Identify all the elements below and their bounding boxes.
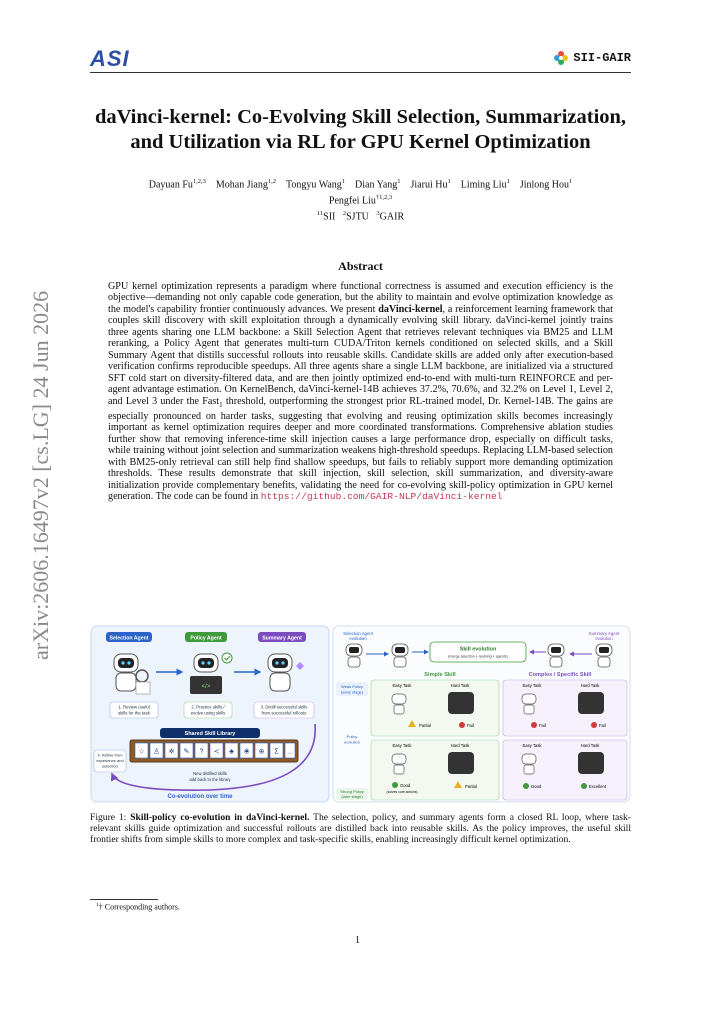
step-2-line-1: 2. Practice skills / <box>191 704 225 710</box>
library-label: Shared Skill Library <box>184 731 236 737</box>
paper-title <box>60 105 661 155</box>
affiliation-list <box>70 210 651 222</box>
svg-text:♙: ♙ <box>153 748 160 756</box>
fast-subscript: 1 <box>219 400 223 409</box>
step-2-line-2: evolve using skills <box>190 710 226 716</box>
policy-evo-line-2: evolution <box>343 739 361 745</box>
outcome-fail-2 <box>531 722 546 728</box>
author-affil-mark: 1 <box>341 178 346 185</box>
easy-task-2: Easy Task <box>522 683 542 688</box>
policy-agent-label: Policy Agent <box>190 635 222 642</box>
figure-caption <box>90 812 631 846</box>
author-name: Pengfei Liu <box>328 195 376 207</box>
affil-name: SJTU <box>346 211 369 223</box>
author-affil-mark: 1 <box>447 178 451 185</box>
svg-text:(solves core actions): (solves core actions) <box>386 790 418 794</box>
author-affil-mark: †1,2,3 <box>375 194 393 202</box>
svg-text:Excellent: Excellent <box>589 784 606 789</box>
svg-text:♣: ♣ <box>229 748 234 756</box>
coevo-label: Co-evolution over time <box>167 794 233 800</box>
title-line-1: daVinci-kernel: Co-Evolving Skill Selection, Summarization, <box>94 106 627 128</box>
svg-text:Fail: Fail <box>539 723 546 728</box>
svg-text:Fail: Fail <box>467 723 474 728</box>
flower-logo-icon <box>553 50 569 66</box>
svg-text:✲: ✲ <box>168 748 175 756</box>
affil-name: GAIR <box>379 211 405 223</box>
svg-text:⊕: ⊕ <box>258 748 265 756</box>
sel-evo-line-2: evolution <box>349 636 367 641</box>
weak-line-2: (early stage) <box>340 689 364 695</box>
hard-task-1: Hard Task <box>450 683 470 688</box>
svg-text:…: … <box>287 749 293 756</box>
easy-task-4: Easy Task <box>522 743 542 748</box>
abstract-text-3: threshold, outperforming the strongest prior RL-trained model, Dr. Kernel-14B. The gains are especially pronounced on harder tasks, suggesting that evolving and reusing optimization skills becomes increasingly important as kernel optimization requires deeper and more coordinated transformations. Comprehensive ablation studies further show that removing inference-time skill injection causes a large performance drop, especially on difficult tasks, while training without joint selection and summarization weakens high-threshold speedups. Replacing LLM-based selection with BM25-only retrieval can still help find shallow speedups, but fails to reliably support more demanding optimization thresholds. These results demonstrate that skill injection, skill selection, skill summarization, and diversity-aware initialization provide complementary benefits, validating the need for co-evolving skill-policy optimization in GPU kernel generation. The code can be found in <box>108 395 614 503</box>
step-1-line-1: 1. Review useful <box>118 704 150 710</box>
easy-task-1: Easy Task <box>392 683 412 688</box>
abstract-heading: Abstract <box>338 259 383 273</box>
weak-line-1: Weak Policy <box>341 684 363 689</box>
affil-mark: 2 <box>342 210 347 217</box>
author-name: Mohan Jiang <box>215 179 268 191</box>
svg-text:Good: Good <box>531 784 542 789</box>
abstract-body <box>108 281 613 503</box>
strong-line-1: Strong Policy <box>340 789 364 794</box>
step-4-line-2: experience and <box>96 758 124 763</box>
author-list <box>70 175 651 208</box>
header-rule <box>90 72 631 73</box>
svg-text:✎: ✎ <box>183 748 190 756</box>
svg-text:Fail: Fail <box>599 723 606 728</box>
new-skills-line-1: New distilled skills <box>193 771 227 776</box>
outcome-fail-1 <box>459 722 474 728</box>
footnote-text: † Corresponding authors. <box>98 902 180 912</box>
footnote-mark: 1 <box>96 902 99 908</box>
svg-text:≺: ≺ <box>213 748 220 756</box>
svg-text:</>: </> <box>201 684 211 690</box>
step-4-line-3: selection <box>102 763 118 769</box>
author-affil-mark: 1,2,3 <box>192 178 206 185</box>
svg-text:☆: ☆ <box>138 748 145 756</box>
author-name: Dayuan Fu <box>148 179 193 191</box>
abstract-text-1: GPU kernel optimization represents a paradigm where functional correctness is assumed and execution efficiency is the objective—demanding not only capable code generation, but the ability to maintain and evolve optimization knowledge as the model's capability frontier continuously advances. We present <box>108 281 613 315</box>
step-4-line-1: 4. Refine from <box>97 752 123 758</box>
sel-evo-line-1: Selection Agent <box>343 631 373 636</box>
asi-logo: ASI <box>90 46 130 71</box>
caption-bold: Skill-policy co-evolution in daVinci-kernel. <box>130 812 310 823</box>
hard-task-2: Hard Task <box>580 683 600 688</box>
abstract-text-2: , a reinforcement learning framework that couples skill discovery with skill exploitation through a dynamically evolving skill library. daVinci-kernel jointly trains three agents sharing one LLM backbone: a Skill Selection Agent that retrieves relevant techniques via BM25 and LLM reranking, a Policy Agent that generates multi-turn CUDA/Triton kernels conditioned on selected skills, and a Skill Summary Agent that distills successful rollouts into reusable skills. Candidate skills are added only after execution-based verification confirms reproducible speedups. All three agents share a single LLM backbone, are initialized via a structured SFT cold start on diversity-filtered data, and are then jointly optimized end-to-end with multi-turn REINFORCE and per-agent advantage estimation. On KernelBench, daVinci-kernel-14B achieves 37.2%, 70.6%, and 32.2% on Level 1, Level 2, and Level 3 under the Fast <box>108 303 613 407</box>
policy-evo-line-1: Policy <box>346 734 358 739</box>
footnote <box>96 902 180 912</box>
author-name: Tongyu Wang <box>285 179 342 191</box>
skill-icons-row <box>135 743 295 758</box>
step-3-line-1: 3. Distill successful skills <box>260 704 308 710</box>
author-affil-mark: 1 <box>397 178 401 185</box>
sii-gair-text: SII-GAIR <box>573 51 631 65</box>
easy-task-3: Easy Task <box>392 743 412 748</box>
svg-text:Σ: Σ <box>274 748 279 756</box>
affil-name: SII <box>323 211 336 223</box>
author-name: Jiarui Hu <box>410 179 448 191</box>
selection-agent-label: Selection Agent <box>109 635 149 642</box>
step-3-line-2: from successful rollouts <box>261 710 307 716</box>
author-affil-mark: 1 <box>569 178 573 185</box>
strong-line-2: (later stage) <box>341 794 363 799</box>
sii-gair-logo <box>553 50 631 66</box>
author-name: Dian Yang <box>355 179 398 191</box>
step-1-line-2: skills for the task <box>118 710 150 716</box>
complex-weak-cell <box>503 680 627 736</box>
author-affil-mark: 1 <box>506 178 510 185</box>
outcome-fail-3 <box>591 722 606 728</box>
figure-1 <box>90 624 631 804</box>
hard-task-3: Hard Task <box>450 743 470 748</box>
author-affil-mark: 1,2 <box>267 178 276 185</box>
simple-weak-cell <box>371 680 499 736</box>
new-skills-line-2: add back to the library <box>189 777 231 782</box>
svg-text:Partial: Partial <box>419 723 431 728</box>
svg-text:?: ? <box>199 748 204 756</box>
author-name: Liming Liu <box>460 179 507 191</box>
hard-task-4: Hard Task <box>580 743 600 748</box>
sum-evo-line-1: Summary Agent <box>588 631 620 636</box>
code-link[interactable]: https://github.com/GAIR-NLP/daVinci-kernel <box>260 491 503 503</box>
simple-skill-header: Simple Skill <box>424 672 456 678</box>
svg-text:❀: ❀ <box>243 748 250 756</box>
arxiv-identifier[interactable]: arXiv:2606.16497v2 [cs.LG] 24 Jun 2026 <box>28 290 53 660</box>
complex-strong-cell <box>503 740 627 800</box>
abstract-bold-name: daVinci-kernel <box>378 303 443 315</box>
footnote-rule <box>90 899 158 900</box>
page-number: 1 <box>355 935 360 946</box>
caption-text: The selection, policy, and summary agents form a closed RL loop, where task-relevant skills guide optimization and successful rollouts are distilled back into reusable skills. As the policy improves, the useful skill frontier shifts from simple skills to more complex and task-specific skills, enabling increasingly difficult kernel optimization. <box>90 812 631 846</box>
outcome-good-2 <box>523 783 542 789</box>
skill-evolution-label: Skill evolution <box>459 646 497 653</box>
caption-label: Figure 1: <box>90 812 131 823</box>
skill-evolution-sub: (merge selection + learning + agents) <box>448 654 508 659</box>
complex-skill-header: Complex / Specific Skill <box>528 672 592 678</box>
title-line-2: and Utilization via RL for GPU Kernel Optimization <box>130 131 591 153</box>
svg-text:Good: Good <box>400 783 411 788</box>
author-name: Jinlong Hou <box>519 179 569 191</box>
affil-mark: 3 <box>376 210 380 217</box>
affil-mark: 11 <box>316 210 324 217</box>
summary-agent-label: Summary Agent <box>262 635 302 642</box>
outcome-excellent <box>581 783 607 789</box>
sum-evo-line-2: evolution <box>595 636 613 641</box>
svg-text:Partial: Partial <box>465 784 477 789</box>
